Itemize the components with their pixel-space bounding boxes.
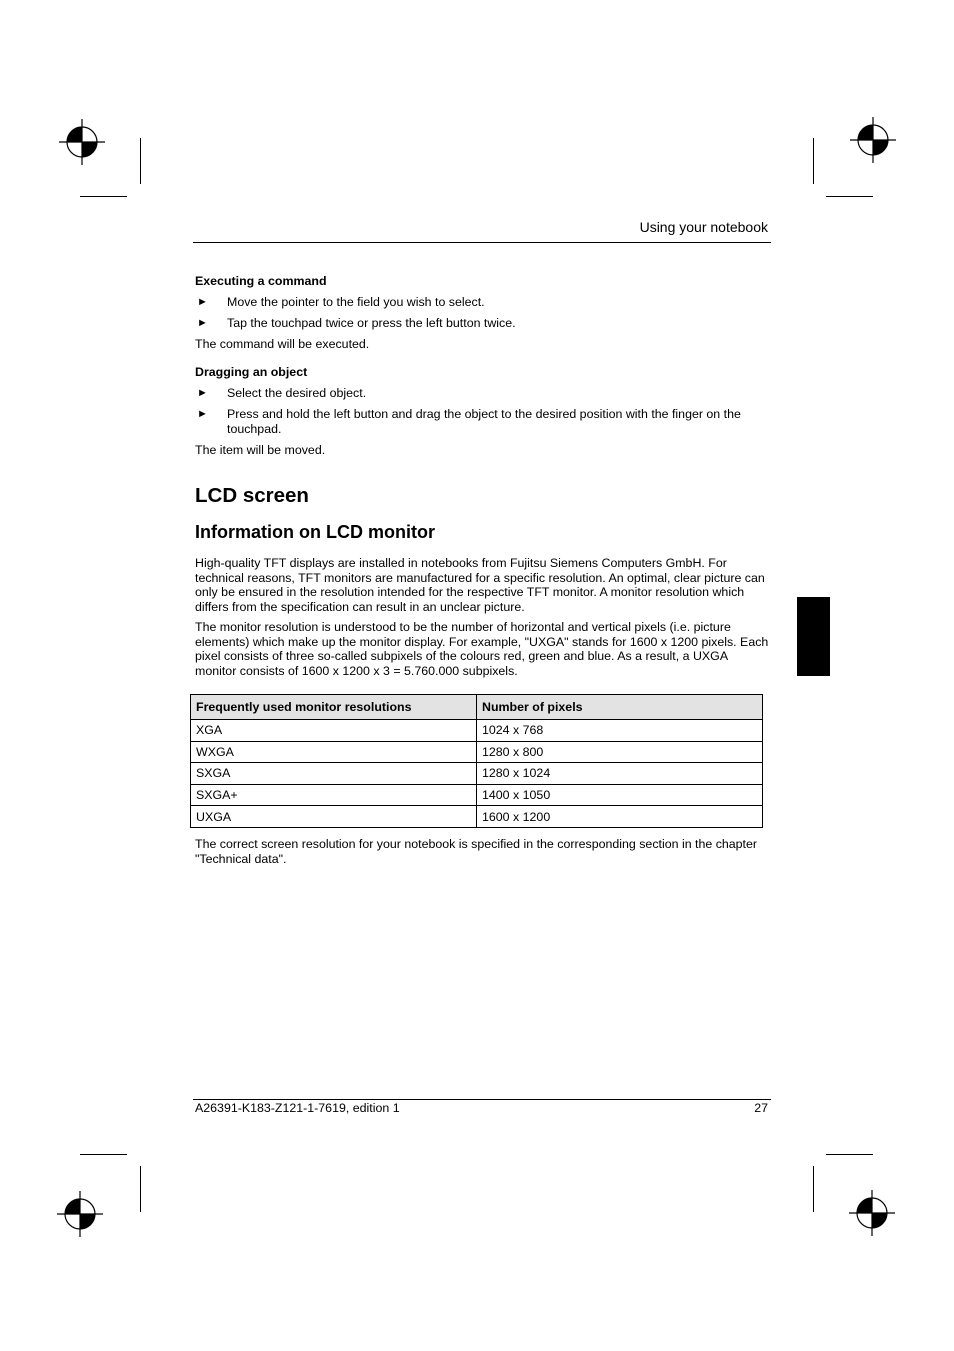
table-cell: 1280 x 1024 <box>477 763 763 785</box>
crop-mark <box>140 138 141 184</box>
result-text: The item will be moved. <box>195 443 326 457</box>
bullet-arrow-icon: ► <box>197 408 208 420</box>
column-header: Frequently used monitor resolutions <box>191 695 477 720</box>
table-row <box>191 741 763 763</box>
section-title: LCD screen <box>195 484 309 507</box>
table-row <box>191 806 763 828</box>
list-item: ► Move the pointer to the field you wish to select. <box>197 295 485 309</box>
column-header: Number of pixels <box>477 695 763 720</box>
table-cell: XGA <box>191 720 477 742</box>
table-row <box>191 763 763 785</box>
table-cell: UXGA <box>191 806 477 828</box>
crop-mark <box>826 196 873 197</box>
table-header-row <box>191 695 763 720</box>
table-row <box>191 720 763 742</box>
paragraph: The monitor resolution is understood to be the number of horizontal and vertical pixels (i.e. picture elements) which make up the monitor display. For example, "UXGA" stands for 1600 x 1200 pixels. Each pixel consists of three so-called subpixels of the colours red, green and blue. As a result, a UXGA monitor consists of 1600 x 1200 x 3 = 5.760.000 subpixels. <box>195 620 769 678</box>
list-item: ► Select the desired object. <box>197 386 367 400</box>
table-cell: SXGA+ <box>191 784 477 806</box>
registration-mark-icon <box>57 1191 103 1237</box>
registration-mark-icon <box>850 117 896 163</box>
crop-mark <box>80 1154 127 1155</box>
chapter-tab-marker <box>797 597 830 676</box>
list-item: ► Press and hold the left button and drag the object to the desired position with the finger on the touchpad. <box>197 407 741 436</box>
registration-mark-icon <box>59 119 105 165</box>
document-id: A26391-K183-Z121-1-7619, edition 1 <box>195 1101 400 1115</box>
subheading-executing-command: Executing a command <box>195 274 327 288</box>
table-cell: 1400 x 1050 <box>477 784 763 806</box>
crop-mark <box>826 1154 873 1155</box>
paragraph: The correct screen resolution for your notebook is specified in the corresponding section in the chapter "Technical data". <box>195 837 758 866</box>
registration-mark-icon <box>849 1190 895 1236</box>
crop-mark <box>80 196 127 197</box>
bullet-arrow-icon: ► <box>197 387 208 399</box>
footer-rule <box>193 1099 771 1100</box>
crop-mark <box>140 1166 141 1212</box>
table-cell: 1280 x 800 <box>477 741 763 763</box>
table-cell: 1024 x 768 <box>477 720 763 742</box>
list-item: ► Tap the touchpad twice or press the left button twice. <box>197 316 516 330</box>
table-cell: SXGA <box>191 763 477 785</box>
table-cell: 1600 x 1200 <box>477 806 763 828</box>
subheading-dragging-object: Dragging an object <box>195 365 308 379</box>
table-row <box>191 784 763 806</box>
header-rule <box>193 242 771 243</box>
crop-mark <box>813 138 814 184</box>
resolution-table <box>190 694 763 828</box>
crop-mark <box>813 1166 814 1212</box>
section-subtitle: Information on LCD monitor <box>195 522 435 542</box>
page-number: 27 <box>754 1101 768 1115</box>
table-cell: WXGA <box>191 741 477 763</box>
bullet-arrow-icon: ► <box>197 296 208 308</box>
paragraph: High-quality TFT displays are installed in notebooks from Fujitsu Siemens Computers GmbH. For technical reasons, TFT monitors are manufactured for a specific resolution. An optimal, clear picture can only be ensured in the resolution intended for the respective TFT monitor. A monitor resolution which differs from the specification can result in an unclear picture. <box>195 556 765 614</box>
result-text: The command will be executed. <box>195 337 370 351</box>
bullet-arrow-icon: ► <box>197 317 208 329</box>
running-header: Using your notebook <box>639 219 768 235</box>
